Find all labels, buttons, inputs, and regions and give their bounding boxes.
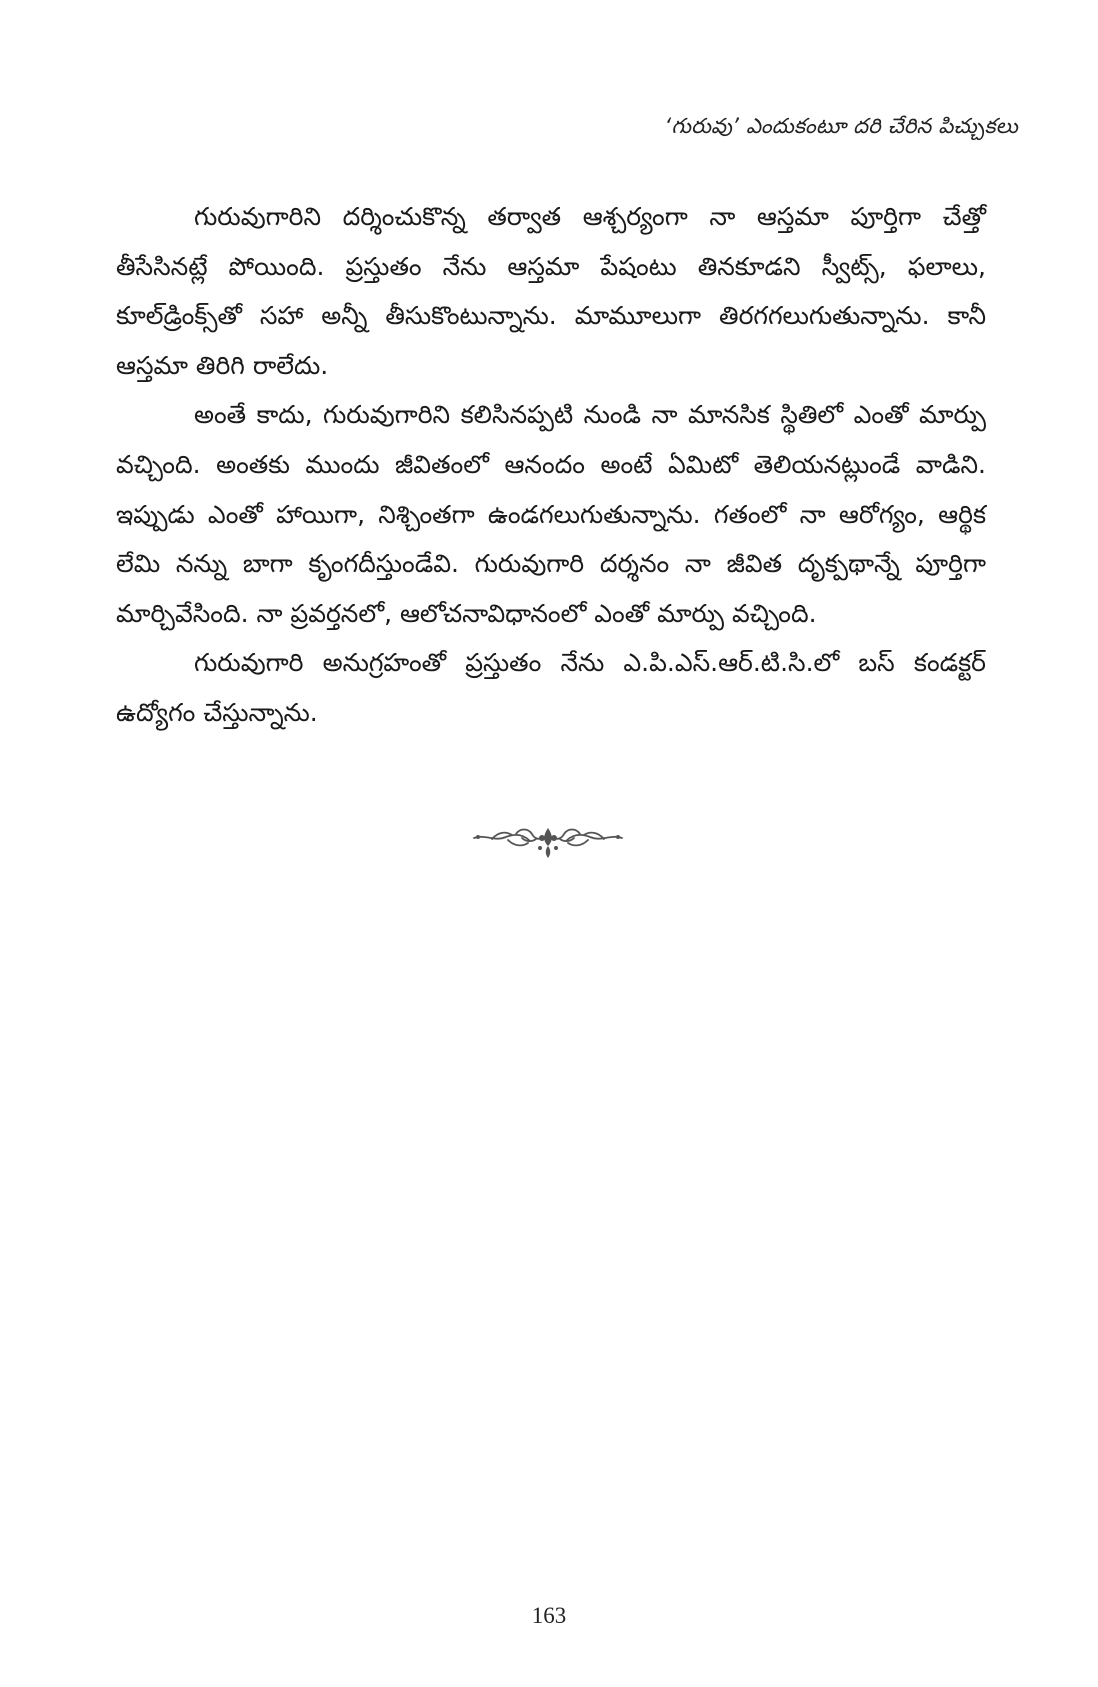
page-number: 163: [531, 1603, 567, 1628]
paragraph-3: గురువుగారి అనుగ్రహంతో ప్రస్తుతం నేను ఎ.పి.ఎస్.ఆర్.టి.సి.లో బస్ కండక్టర్ ఉద్యోగం చేస్తున్నాను.: [116, 648, 986, 727]
body-text: [116, 192, 986, 738]
paragraph-2: అంతే కాదు, గురువుగారిని కలిసినప్పటి నుండి నా మానసిక స్థితిలో ఎంతో మార్పు వచ్చింది. అంతకు ముందు జీవితంలో ఆనందం అంటే ఏమిటో తెలియనట్లుండే వాడిని. ఇప్పుడు ఎంతో హాయిగా, నిశ్చింతగా ఉండగలుగుతున్నాను. గతంలో నా ఆరోగ్యం, ఆర్థిక లేమి నన్ను బాగా కృంగదీస్తుండేవి. గురువుగారి దర్శనం నా జీవిత దృక్పథాన్నే పూర్తిగా మార్చివేసింది. నా ప్రవర్తనలో, ఆలోచనావిధానంలో ఎంతో మార్పు వచ్చింది.: [116, 400, 986, 628]
flourish-divider-icon: [472, 822, 624, 862]
paragraph-1: గురువుగారిని దర్శించుకొన్న తర్వాత ఆశ్చర్యంగా నా ఆస్తమా పూర్తిగా చేత్తో తీసేసినట్లే పోయింది. ప్రస్తుతం నేను ఆస్తమా పేషంటు తినకూడని స్వీట్స్, ఫలాలు, కూల్‌డ్రింక్స్‌తో సహా అన్నీ తీసుకొంటున్నాను. మామూలుగా తిరగగలుగుతున్నాను. కానీ ఆస్తమా తిరిగి రాలేదు.: [116, 202, 986, 380]
running-header-title: ‘గురువు’ ఎందుకంటూ దరి చేరిన పిచ్చుకలు: [664, 114, 1018, 138]
